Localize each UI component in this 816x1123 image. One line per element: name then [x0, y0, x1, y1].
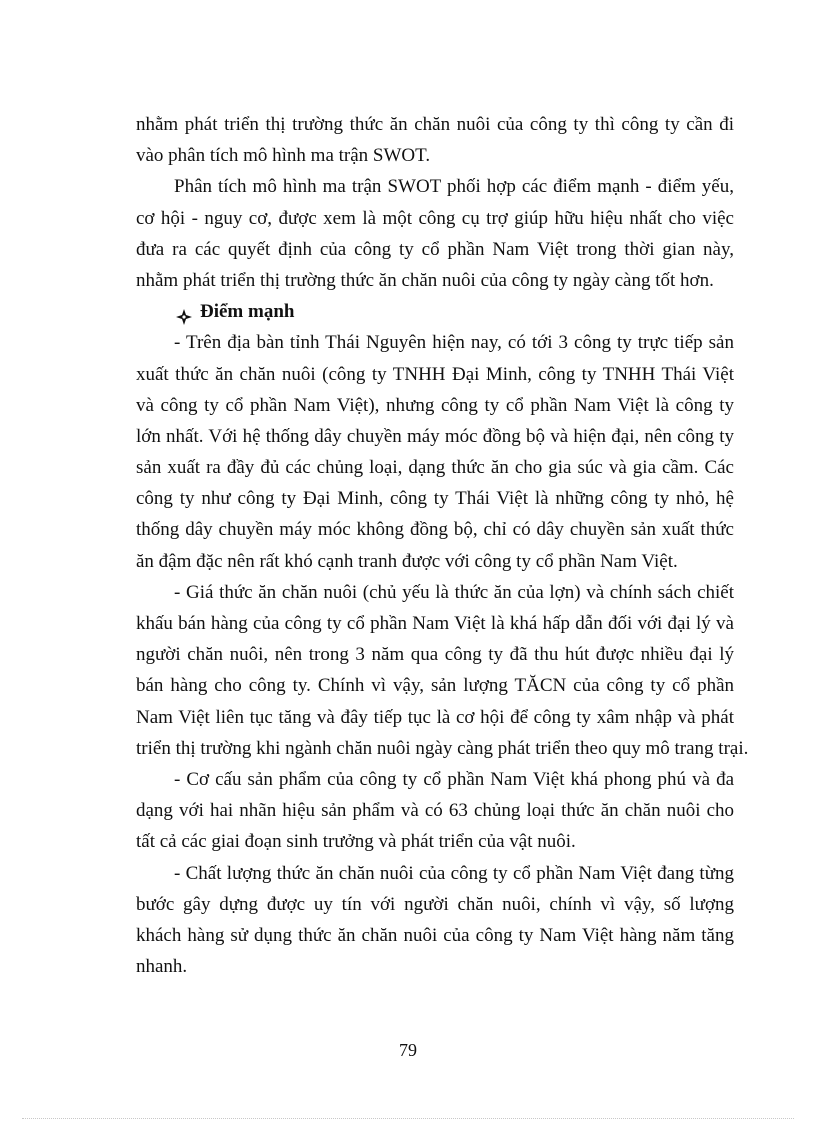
strengths-heading — [136, 296, 734, 327]
text-line: xuất thức ăn chăn nuôi (công ty TNHH Đại Minh, công ty TNHH Thái Việt — [136, 363, 734, 385]
text-line: tất cả các giai đoạn sinh trưởng và phát triển của vật nuôi. — [136, 831, 576, 853]
strength-paragraph-1 — [136, 327, 734, 577]
text-line: bán hàng cho công ty. Chính vì vậy, sản lượng TĂCN của công ty cổ phần — [136, 675, 734, 697]
text-line: ăn đậm đặc nên rất khó cạnh tranh được với công ty cổ phần Nam Việt. — [136, 550, 678, 572]
text-line: nhằm phát triển thị trường thức ăn chăn nuôi của công ty thì công ty cần đi — [136, 114, 734, 135]
text-line: công ty như công ty Đại Minh, công ty Thái Việt là những công ty nhỏ, hệ — [136, 488, 734, 510]
text-line: Nam Việt liên tục tăng và đây tiếp tục là cơ hội để công ty xâm nhập và phát — [136, 706, 734, 728]
text-line: vào phân tích mô hình ma trận SWOT. — [136, 145, 431, 167]
page-bottom-divider — [22, 1118, 794, 1119]
diamond-bullet-icon — [176, 304, 192, 320]
strength-paragraph-3 — [136, 764, 734, 858]
text-line: khách hàng sử dụng thức ăn chăn nuôi của công ty Nam Việt hàng năm tăng — [136, 924, 734, 946]
strengths-heading-label: Điểm mạnh — [200, 301, 295, 323]
text-line: thống dây chuyền máy móc không đồng bộ, chỉ có dây chuyền sản xuất thức — [136, 519, 734, 541]
text-line: - Trên địa bàn tỉnh Thái Nguyên hiện nay, có tới 3 công ty trực tiếp sản — [174, 332, 734, 354]
text-line: - Chất lượng thức ăn chăn nuôi của công ty cổ phần Nam Việt đang từng — [174, 862, 734, 884]
text-line: đưa ra các quyết định của công ty cổ phần Nam Việt trong thời gian này, — [136, 238, 734, 260]
text-line: người chăn nuôi, nên trong 3 năm qua công ty đã thu hút được nhiều đại lý — [136, 644, 734, 666]
text-line: nhằm phát triển thị trường thức ăn chăn nuôi của công ty ngày càng tốt hơn. — [136, 269, 714, 291]
body-text — [136, 109, 749, 982]
text-line: sản xuất ra đầy đủ các chủng loại, dạng thức ăn cho gia súc và gia cầm. Các — [136, 457, 734, 479]
intro-paragraph — [136, 109, 734, 171]
text-line: Phân tích mô hình ma trận SWOT phối hợp các điểm mạnh - điểm yếu, — [174, 176, 734, 198]
text-line: khấu bán hàng của công ty cổ phần Nam Việt là khá hấp dẫn đối với đại lý và — [136, 613, 734, 634]
text-line: cơ hội - nguy cơ, được xem là một công cụ trợ giúp hữu hiệu nhất cho việc — [136, 207, 734, 229]
text-line: - Cơ cấu sản phẩm của công ty cổ phần Nam Việt khá phong phú và đa — [174, 768, 734, 790]
page-number: 79 — [399, 1040, 417, 1060]
swot-paragraph — [136, 171, 734, 296]
text-line: và công ty cổ phần Nam Việt), nhưng công ty cổ phần Nam Việt là công ty — [136, 394, 734, 416]
text-line: dạng với hai nhãn hiệu sản phẩm và có 63 chủng loại thức ăn chăn nuôi cho — [136, 800, 734, 822]
text-line: triển thị trường khi ngành chăn nuôi ngày càng phát triển theo quy mô trang trại. — [136, 737, 749, 759]
text-line: lớn nhất. Với hệ thống dây chuyền máy móc đồng bộ và hiện đại, nên công ty — [136, 425, 734, 447]
text-line: nhanh. — [136, 956, 188, 978]
text-line: bước gây dựng được uy tín với người chăn nuôi, chính vì vậy, số lượng — [136, 893, 734, 915]
text-line: - Giá thức ăn chăn nuôi (chủ yếu là thức ăn của lợn) và chính sách chiết — [174, 581, 734, 603]
strength-paragraph-2 — [136, 577, 749, 764]
strength-paragraph-4 — [136, 858, 734, 983]
